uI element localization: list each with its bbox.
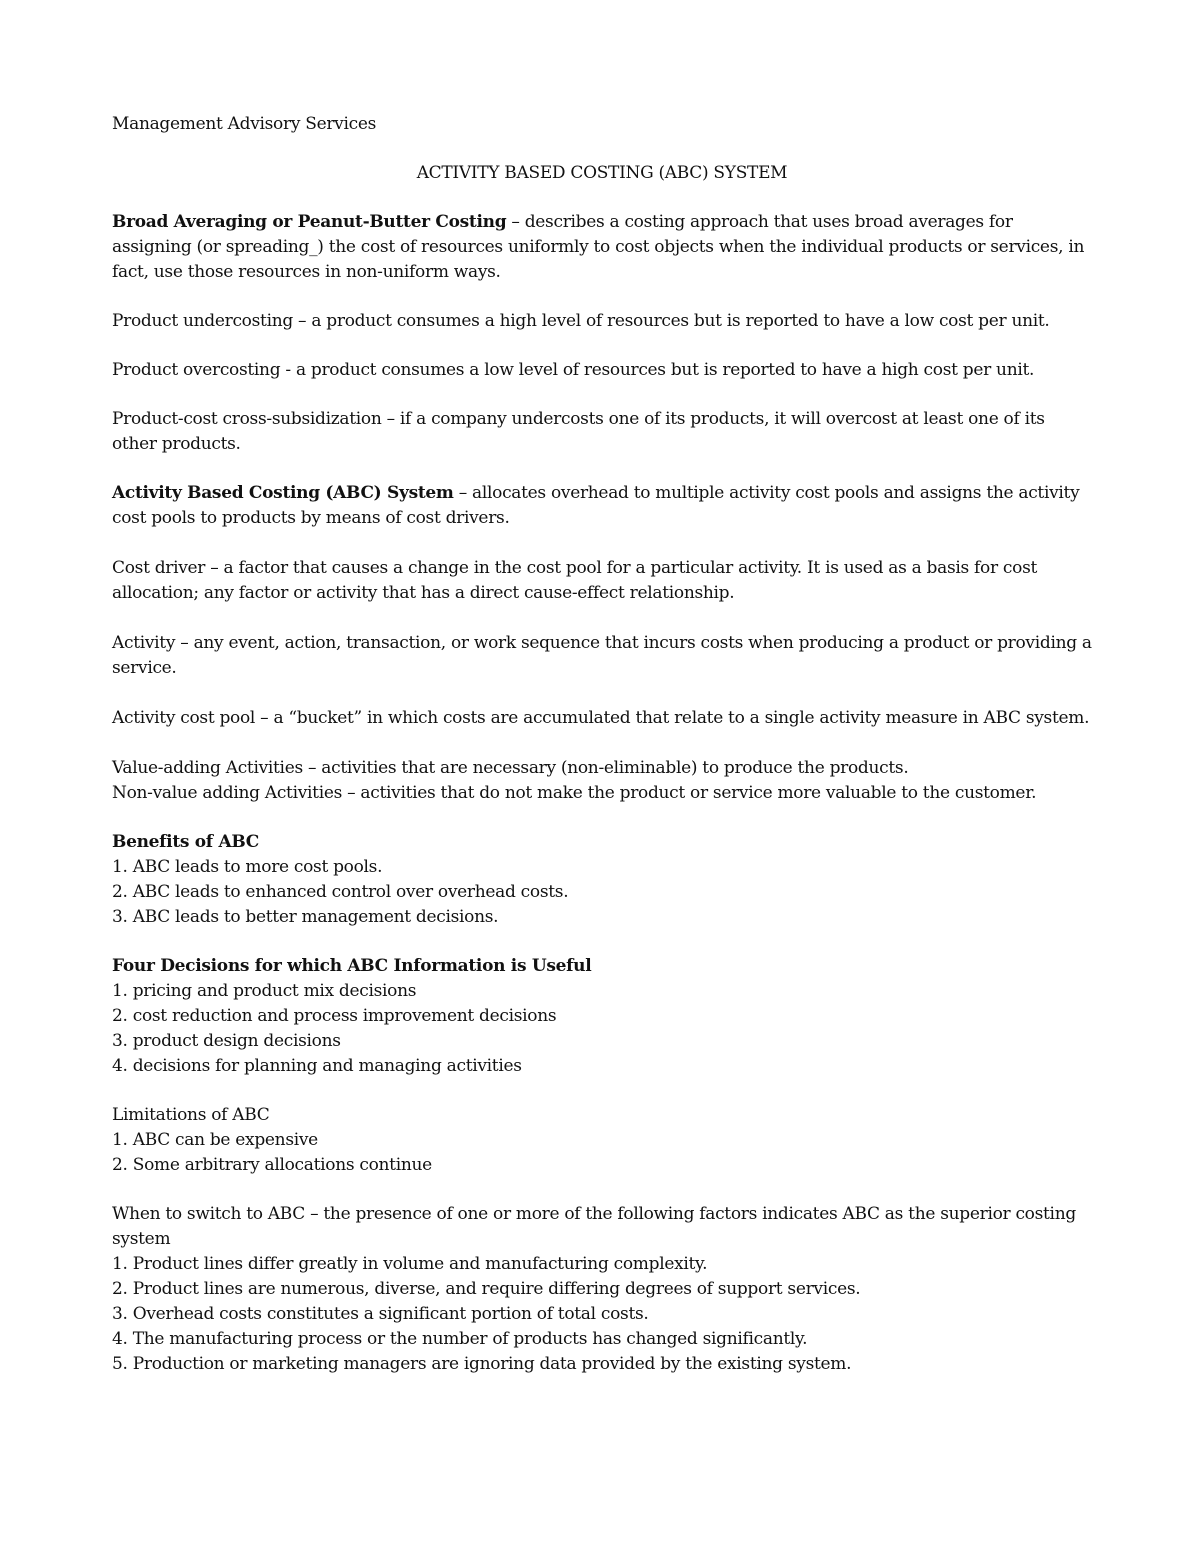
list-item: 5. Production or marketing managers are ignoring data provided by the existing system. (112, 1354, 852, 1374)
definition-cost-driver (112, 556, 1092, 606)
definition-text: - a product consumes a low level of resources but is reported to have a high cost per unit. (280, 360, 1035, 380)
list-item: 1. ABC can be expensive (112, 1130, 318, 1150)
definition-term: Broad Averaging or Peanut-Butter Costing (112, 212, 507, 232)
list-item: 3. Overhead costs constitutes a significant portion of total costs. (112, 1304, 649, 1324)
definition-term: Activity (112, 633, 176, 653)
definition-cross-subsidization (112, 407, 1092, 457)
list-item: 4. decisions for planning and managing activities (112, 1056, 522, 1076)
course-name: Management Advisory Services (112, 114, 377, 134)
definition-term: Activity cost pool (112, 708, 256, 728)
definition-broad-averaging (112, 210, 1092, 285)
list-item: 2. ABC leads to enhanced control over overhead costs. (112, 882, 569, 902)
list-item: 1. ABC leads to more cost pools. (112, 857, 383, 877)
definition-product-overcosting (112, 358, 1092, 383)
list-item: 3. ABC leads to better management decisions. (112, 907, 499, 927)
limitations-heading: Limitations of ABC (112, 1105, 270, 1125)
definition-term: Product undercosting (112, 311, 293, 331)
definition-term: Cost driver (112, 558, 206, 578)
definition-term: Product-cost cross-subsidization (112, 409, 382, 429)
non-value-adding-activities: Non-value adding Activities – activities that do not make the product or service more valuable to the customer. (112, 783, 1037, 803)
list-item: 1. pricing and product mix decisions (112, 981, 417, 1001)
definition-text: – a factor that causes a change in the cost pool for a particular activity. It is used as a basis for cost allocation; any factor or activity that has a direct cause-effect relationship. (112, 558, 1038, 603)
document-page (112, 112, 1092, 1377)
definition-activity (112, 631, 1092, 681)
switch-intro: When to switch to ABC – the presence of one or more of the following factors indicates ABC as the superior costing system (112, 1204, 1076, 1249)
definition-activity-cost-pool (112, 706, 1092, 731)
definition-text: – describes a costing approach that uses broad averages for assigning (or spreading_) the cost of resources uniformly to cost objects when the individual products or services, in fact, use those resources in non-uniform ways. (112, 212, 1085, 282)
list-item: 2. Some arbitrary allocations continue (112, 1155, 432, 1175)
list-item: 2. Product lines are numerous, diverse, and require differing degrees of support services. (112, 1279, 861, 1299)
definition-term: Product overcosting (112, 360, 281, 380)
definition-text: – allocates overhead to multiple activity cost pools and assigns the activity cost pools to products by means of cost drivers. (112, 483, 1080, 528)
list-item: 2. cost reduction and process improvement decisions (112, 1006, 557, 1026)
definition-text: – a “bucket” in which costs are accumulated that relate to a single activity measure in ABC system. (255, 708, 1090, 728)
document-title: ACTIVITY BASED COSTING (ABC) SYSTEM (416, 163, 788, 183)
list-item: 4. The manufacturing process or the number of products has changed significantly. (112, 1329, 808, 1349)
value-adding-activities: Value-adding Activities – activities that are necessary (non-eliminable) to produce the products. (112, 758, 909, 778)
definition-abc-system (112, 481, 1092, 531)
decisions-heading: Four Decisions for which ABC Information is Useful (112, 956, 592, 976)
definition-text: – a product consumes a high level of resources but is reported to have a low cost per unit. (292, 311, 1050, 331)
list-item: 3. product design decisions (112, 1031, 341, 1051)
list-item: 1. Product lines differ greatly in volume and manufacturing complexity. (112, 1254, 708, 1274)
benefits-heading: Benefits of ABC (112, 832, 259, 852)
definition-term: Activity Based Costing (ABC) System (112, 483, 454, 503)
definition-text: – any event, action, transaction, or work sequence that incurs costs when producing a product or providing a service. (112, 633, 1092, 678)
definition-product-undercosting (112, 309, 1092, 334)
definition-text: – if a company undercosts one of its products, it will overcost at least one of its other products. (112, 409, 1045, 454)
